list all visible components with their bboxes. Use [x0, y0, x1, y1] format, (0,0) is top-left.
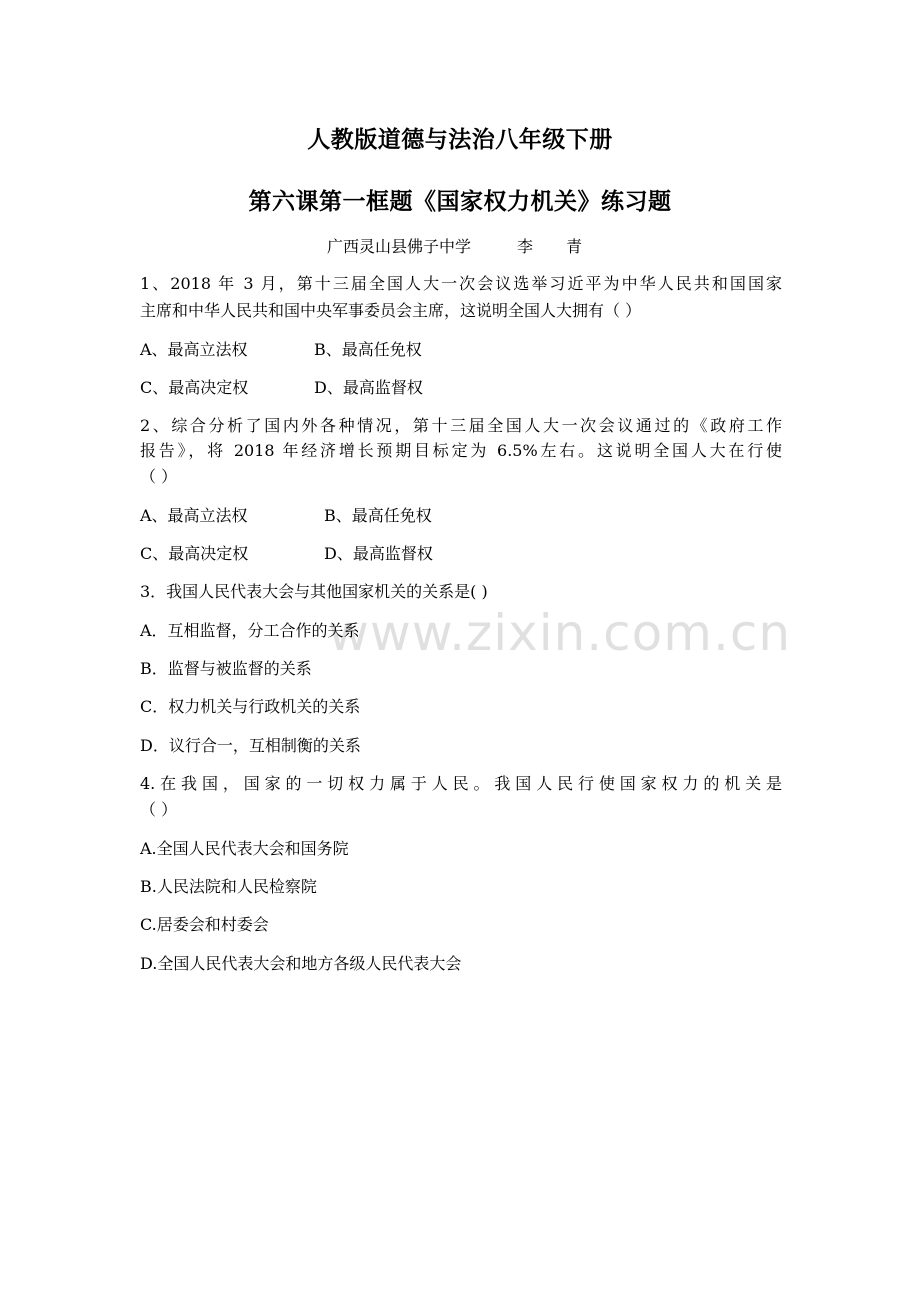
question-1-option-a: A、最高立法权 — [140, 340, 248, 359]
question-1-line-2: 主席和中华人民共和国中央军事委员会主席，这说明全国人大拥有（ ） — [140, 301, 642, 320]
author-line — [327, 234, 596, 257]
question-4-line-2: （ ） — [140, 800, 178, 819]
question-2-option-d: D、最高监督权 — [324, 544, 433, 563]
question-3-option-d: D．议行合一，互相制衡的关系 — [140, 736, 361, 755]
question-2-line-1: 2、综合分析了国内外各种情况，第十三届全国人大一次会议通过的《政府工作 — [140, 416, 782, 435]
question-3-option-c: C．权力机关与行政机关的关系 — [140, 697, 361, 716]
question-1-option-b: B、最高任免权 — [314, 340, 422, 359]
question-4-option-a: A.全国人民代表大会和国务院 — [140, 839, 349, 858]
question-4-option-d: D.全国人民代表大会和地方各级人民代表大会 — [140, 954, 462, 973]
document-title: 人教版道德与法治八年级下册 — [307, 127, 613, 153]
watermark: www.zixin.com.cn — [328, 604, 792, 662]
teacher-name: 李 青 — [517, 237, 597, 256]
school-name: 广西灵山县佛子中学 — [327, 237, 472, 256]
question-4-option-c: C.居委会和村委会 — [140, 915, 269, 934]
question-2-option-a: A、最高立法权 — [140, 506, 248, 525]
question-1-option-d: D、最高监督权 — [314, 378, 423, 397]
question-2-options-row-1 — [140, 503, 782, 529]
question-4-option-b: B.人民法院和人民检察院 — [140, 877, 317, 896]
document-subtitle: 第六课第一框题《国家权力机关》练习题 — [248, 189, 672, 215]
question-2-option-c: C、最高决定权 — [140, 544, 249, 563]
question-1-line-1: 1、2018 年 3 月，第十三届全国人大一次会议选举习近平为中华人民共和国国家 — [140, 274, 782, 293]
question-3-option-b: B．监督与被监督的关系 — [140, 659, 312, 678]
question-2-line-3: （ ） — [140, 467, 178, 486]
question-1-option-c: C、最高决定权 — [140, 378, 249, 397]
question-3-option-a: A．互相监督，分工合作的关系 — [140, 621, 360, 640]
question-1-options-row-2 — [140, 375, 782, 401]
question-2-options-row-2 — [140, 541, 782, 567]
question-3-stem: 3．我国人民代表大会与其他国家机关的关系是( ) — [140, 582, 488, 601]
question-2-line-2: 报告》，将 2018 年经济增长预期目标定为 6.5%左右。这说明全国人大在行使 — [140, 441, 782, 460]
question-2-option-b: B、最高任免权 — [324, 506, 432, 525]
question-4-line-1: 4.在我国，国家的一切权力属于人民。我国人民行使国家权力的机关是 — [140, 774, 782, 793]
question-1-options-row-1 — [140, 337, 782, 363]
